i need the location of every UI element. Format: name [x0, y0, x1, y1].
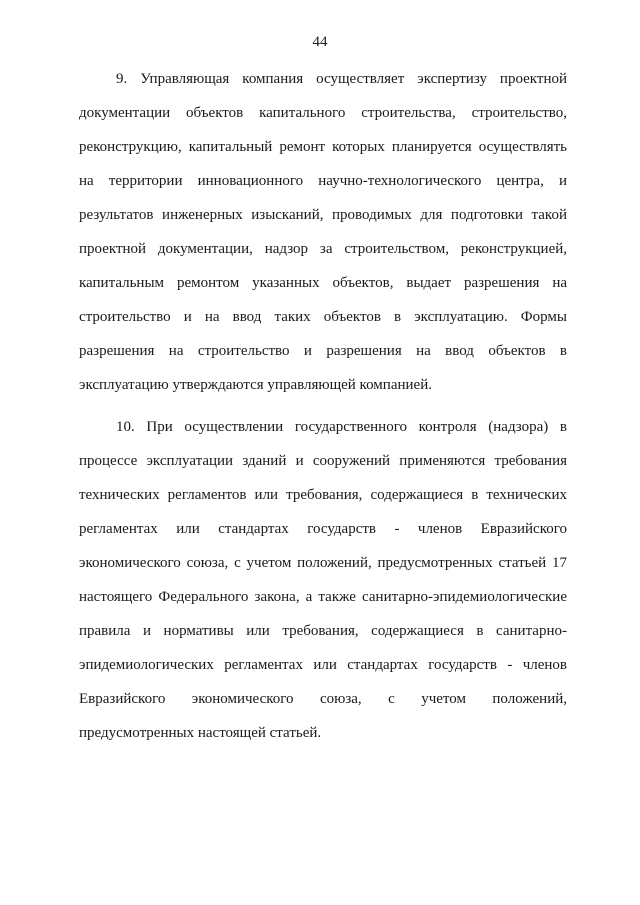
- page-number: 44: [312, 34, 328, 50]
- paragraph-line: результатов инженерных изысканий, проводимых для подготовки такой: [79, 207, 567, 223]
- paragraph-line: предусмотренных настоящей статьей.: [79, 725, 322, 741]
- paragraph-line: проектной документации, надзор за строительством, реконструкцией,: [79, 241, 567, 257]
- paragraph-line: разрешения на строительство и разрешения на ввод объектов в: [79, 343, 567, 359]
- paragraph-line: настоящего Федерального закона, а также санитарно-эпидемиологические: [79, 589, 567, 605]
- paragraph-line: реконструкцию, капитальный ремонт которых планируется осуществлять: [79, 139, 567, 155]
- paragraph-line: регламентах или стандартах государств - членов Евразийского: [79, 521, 567, 537]
- paragraph-9: [79, 70, 567, 410]
- paragraph-line: строительство и на ввод таких объектов в эксплуатацию. Формы: [79, 309, 567, 325]
- paragraph-line: капитальным ремонтом указанных объектов, выдает разрешения на: [79, 275, 567, 291]
- paragraph-line: эпидемиологических регламентах или стандартах государств - членов: [79, 657, 567, 673]
- paragraph-line: документации объектов капитального строительства, строительство,: [79, 105, 567, 121]
- paragraph-line: правила и нормативы или требования, содержащиеся в санитарно-: [79, 623, 567, 639]
- paragraph-line: Евразийского экономического союза, с учетом положений,: [79, 691, 567, 707]
- paragraph-line: технических регламентов или требования, содержащиеся в технических: [79, 487, 567, 503]
- paragraph-line: на территории инновационного научно-технологического центра, и: [79, 173, 567, 189]
- paragraph-line: эксплуатацию утверждаются управляющей компанией.: [79, 377, 432, 393]
- paragraph-line: экономического союза, с учетом положений, предусмотренных статьей 17: [79, 555, 567, 571]
- paragraph-line: 10. При осуществлении государственного контроля (надзора) в: [116, 419, 567, 435]
- paragraph-10: [79, 418, 567, 758]
- paragraph-line: 9. Управляющая компания осуществляет экспертизу проектной: [116, 71, 567, 87]
- paragraph-line: процессе эксплуатации зданий и сооружений применяются требования: [79, 453, 567, 469]
